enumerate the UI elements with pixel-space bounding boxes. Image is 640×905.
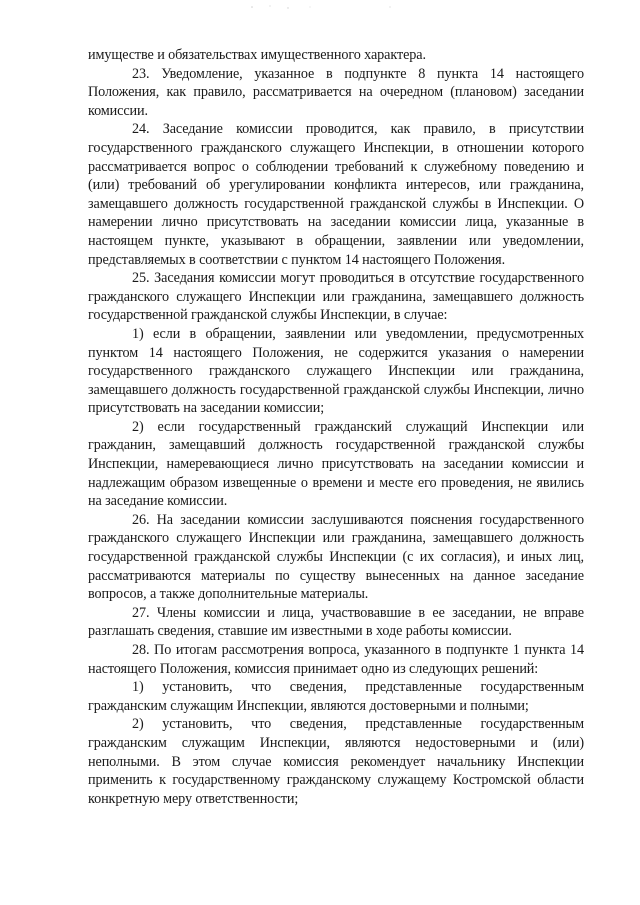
paragraph-28: 28. По итогам рассмотрения вопроса, указанного в подпункте 1 пункта 14 настоящего Положения, комиссия принимает одно из следующих решений: (88, 642, 584, 677)
paragraph-26: 26. На заседании комиссии заслушиваются пояснения государственного гражданского служащего Инспекции или гражданина, замещавшего должность государственной гражданской службы Инспекции (с их согласия), и иных лиц, рассматриваются материалы по существу вынесенных на данное заседание вопросов, а также дополнительные материалы. (88, 511, 584, 603)
paragraph-28-item-1: 1) установить, что сведения, представленные государственным гражданским служащим Инспекции, являются достоверными и полными; (88, 679, 584, 714)
paragraph-25-item-2: 2) если государственный гражданский служащий Инспекции или гражданин, замещавший должность государственной гражданской службы Инспекции, намеревающиеся лично присутствовать на заседании комиссии и надлежащим образом извещенные о времени и месте его проведения, не явились на заседание комиссии. (88, 418, 584, 510)
paragraph-24: 24. Заседание комиссии проводится, как правило, в присутствии государственного гражданского служащего Инспекции, в отношении которого рассматривается вопрос о соблюдении требований к служебному поведению и (или) требований об урегулировании конфликта интересов, или гражданина, замещавшего должность государственной гражданской службы в Инспекции. О намерении лично присутствовать на заседании комиссии лица, указанные в настоящем пункте, указывают в обращении, заявлении или уведомлении, представляемых в соответствии с пунктом 14 настоящего Положения. (88, 121, 584, 268)
paragraph-28-item-2: 2) установить, что сведения, представленные государственным гражданским служащим Инспекции, являются недостоверными и (или) неполными. В этом случае комиссия рекомендует начальнику Инспекции применить к государственному гражданскому служащему Костромской области конкретную меру ответственности; (88, 716, 584, 807)
paragraph-continuation: имуществе и обязательствах имущественного характера. (88, 47, 426, 63)
scan-artifact (240, 4, 400, 10)
paragraph-27: 27. Члены комиссии и лица, участвовавшие в ее заседании, не вправе разглашать сведения, ставшие им известными в ходе работы комиссии. (88, 604, 584, 640)
paragraph-23: 23. Уведомление, указанное в подпункте 8 пункта 14 настоящего Положения, как правило, рассматривается на очередном (плановом) заседании комиссии. (88, 65, 584, 119)
paragraph-25-item-1: 1) если в обращении, заявлении или уведомлении, предусмотренных пунктом 14 настоящего Положения, не содержится указания о намерении государственного гражданского служащего Инспекции или гражданина, замещавшего должность государственной гражданской службы Инспекции, лично присутствовать на заседании комиссии; (88, 325, 584, 417)
document-page (88, 46, 584, 808)
paragraph-25: 25. Заседания комиссии могут проводиться в отсутствие государственного гражданского служащего Инспекции или гражданина, замещавшего должность государственной гражданской службы Инспекции, в случае: (88, 270, 584, 324)
